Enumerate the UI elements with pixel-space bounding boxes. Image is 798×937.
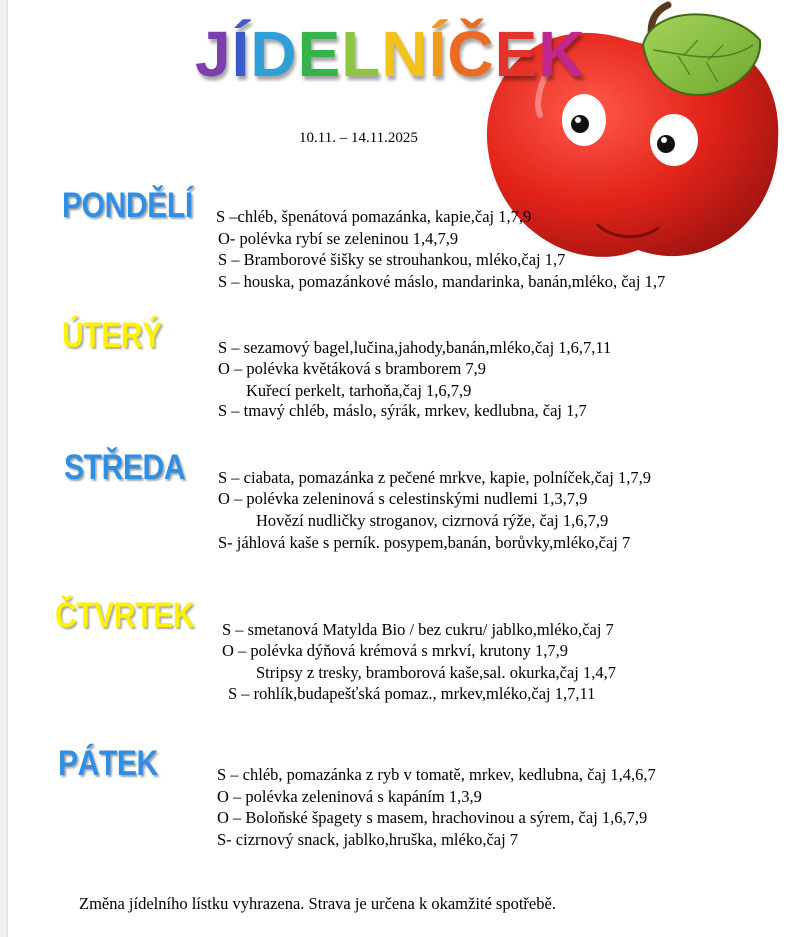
meal-line: O – polévka květáková s bramborem 7,9: [218, 359, 487, 378]
day-heading-ctvrtek: ČTVRTEK: [55, 596, 195, 635]
title-letter: D: [250, 18, 298, 90]
meal-line: S – chléb, pomazánka z ryb v tomatě, mrkev, kedlubna, čaj 1,4,6,7: [217, 765, 656, 784]
meal-line: Kuřecí perkelt, tarhoňa,čaj 1,6,7,9: [246, 381, 472, 400]
day-heading-utery: ÚTERÝ: [62, 316, 162, 355]
day-heading-patek: PÁTEK: [58, 744, 158, 783]
meal-line: S – smetanová Matylda Bio / bez cukru/ jablko,mléko,čaj 7: [222, 620, 614, 639]
title-letter: N: [381, 18, 429, 90]
meal-line: O – polévka zeleninová s celestinskými nudlemi 1,3,7,9: [218, 489, 588, 508]
meal-line: O – polévka zeleninová s kapáním 1,3,9: [217, 787, 482, 806]
meal-line: S – tmavý chléb, máslo, sýrák, mrkev, kedlubna, čaj 1,7: [218, 401, 587, 420]
meal-line: S- cizrnový snack, jablko,hruška, mléko,čaj 7: [217, 830, 519, 849]
day-heading-pondeli: PONDĚLÍ: [62, 186, 193, 225]
meal-line: S – rohlík,budapešťská pomaz., mrkev,mléko,čaj 1,7,11: [228, 684, 596, 703]
title-letter: L: [341, 18, 382, 90]
meal-line: S – houska, pomazánkové máslo, mandarinka, banán,mléko, čaj 1,7: [218, 272, 666, 291]
meal-line: O- polévka rybí se zeleninou 1,4,7,9: [218, 229, 459, 248]
title-letter: Í: [231, 18, 251, 90]
menu-title: [195, 18, 586, 90]
meal-line: S –chléb, špenátová pomazánka, kapie,čaj 1,7,9: [216, 207, 532, 226]
title-letter: Í: [428, 18, 448, 90]
title-letter: E: [297, 18, 342, 90]
meal-line: S – sezamový bagel,lučina,jahody,banán,mléko,čaj 1,6,7,11: [218, 338, 612, 357]
title-letter: J: [195, 18, 232, 90]
title-letter: Č: [447, 18, 495, 90]
meal-line: O – polévka dýňová krémová s mrkví, krutony 1,7,9: [222, 641, 568, 660]
day-heading-streda: STŘEDA: [64, 448, 186, 487]
meal-line: S – Bramborové šišky se strouhankou, mléko,čaj 1,7: [218, 250, 566, 269]
footer-note: Změna jídelního lístku vyhrazena. Strava je určena k okamžité spotřebě.: [79, 894, 556, 913]
page-margin: [0, 0, 8, 937]
meal-line: Stripsy z tresky, bramborová kaše,sal. okurka,čaj 1,4,7: [256, 663, 617, 682]
meal-line: Hovězí nudličky stroganov, cizrnová rýže, čaj 1,6,7,9: [256, 511, 609, 530]
title-letter: K: [538, 18, 586, 90]
title-letter: E: [494, 18, 539, 90]
date-range: 10.11. – 14.11.2025: [299, 130, 418, 146]
meal-line: O – Boloňské špagety s masem, hrachovinou a sýrem, čaj 1,6,7,9: [217, 808, 648, 827]
meal-line: S – ciabata, pomazánka z pečené mrkve, kapie, polníček,čaj 1,7,9: [218, 468, 651, 487]
meal-line: S- jáhlová kaše s perník. posypem,banán, borůvky,mléko,čaj 7: [218, 533, 631, 552]
